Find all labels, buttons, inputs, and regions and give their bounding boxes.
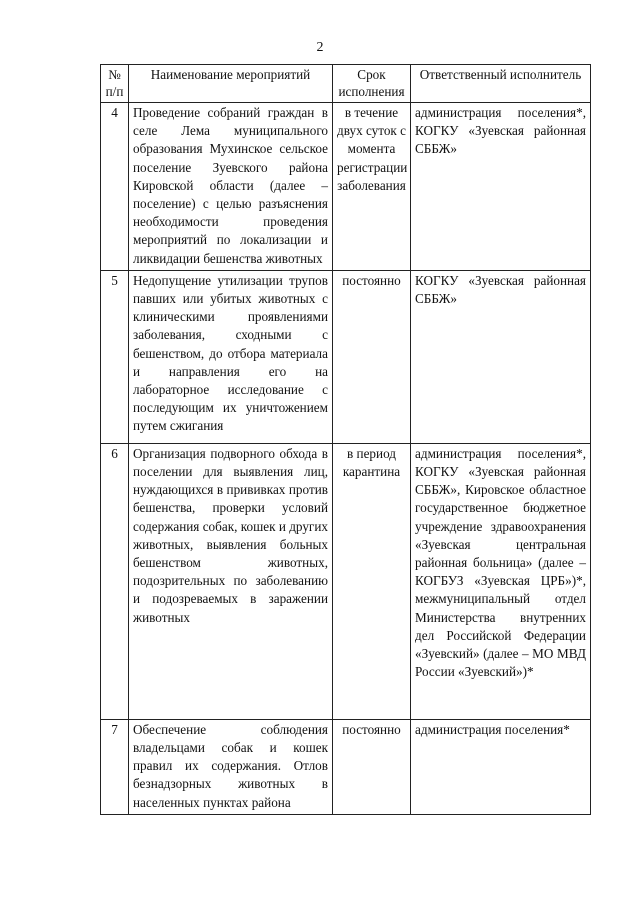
header-term: Срок исполнения [333, 65, 411, 103]
row-term: в период карантина [333, 443, 411, 719]
row-number: 6 [101, 443, 129, 719]
row-number: 4 [101, 103, 129, 271]
page-number: 2 [316, 40, 324, 55]
row-responsible: администрация поселения*, КОГКУ «Зуевская районная СББЖ», Кировское областное государственное бюджетное учреждение здравоохранения «Зуевская центральная районная больница» (далее – КОГБУЗ «Зуевская ЦРБ»)*, межмуниципальный отдел Министерства внутренних дел Российской Федерации «Зуевский» (далее – МО МВД России «Зуевский»)* [411, 443, 591, 719]
table-row [101, 103, 591, 271]
header-num: № п/п [101, 65, 129, 103]
measures-table [100, 64, 591, 815]
row-term: в течение двух суток с момента регистрации заболевания [333, 103, 411, 271]
header-responsible: Ответственный исполнитель [411, 65, 591, 103]
header-name: Наименование мероприятий [129, 65, 333, 103]
table-row [101, 270, 591, 443]
row-measure: Проведение собраний граждан в селе Лема муниципального образования Мухинское сельское поселение Зуевского района Кировской области (далее – поселение) с целью разъяснения необходимости проведения мероприятий по локализации и ликвидации бешенства животных [129, 103, 333, 271]
row-measure: Недопущение утилизации трупов павших или убитых животных с клиническими проявлениями заболевания, сходными с бешенством, до отбора материала и направления его на лабораторное исследование с последующим их уничтожением путем сжигания [129, 270, 333, 443]
row-measure: Организация подворного обхода в поселении для выявления лиц, нуждающихся в прививках против бешенства, проверки условий содержания собак, кошек и других животных, выявления больных бешенством животных, подозрительных по заболеванию и подозреваемых в заражении животных [129, 443, 333, 719]
table-row [101, 719, 591, 814]
row-measure: Обеспечение соблюдения владельцами собак и кошек правил их содержания. Отлов безнадзорных животных в населенных пунктах района [129, 719, 333, 814]
row-responsible: КОГКУ «Зуевская районная СББЖ» [411, 270, 591, 443]
row-number: 5 [101, 270, 129, 443]
row-number: 7 [101, 719, 129, 814]
table-row [101, 443, 591, 719]
table-header-row [101, 65, 591, 103]
row-term: постоянно [333, 719, 411, 814]
row-responsible: администрация поселения* [411, 719, 591, 814]
row-responsible: администрация поселения*, КОГКУ «Зуевская районная СББЖ» [411, 103, 591, 271]
row-term: постоянно [333, 270, 411, 443]
